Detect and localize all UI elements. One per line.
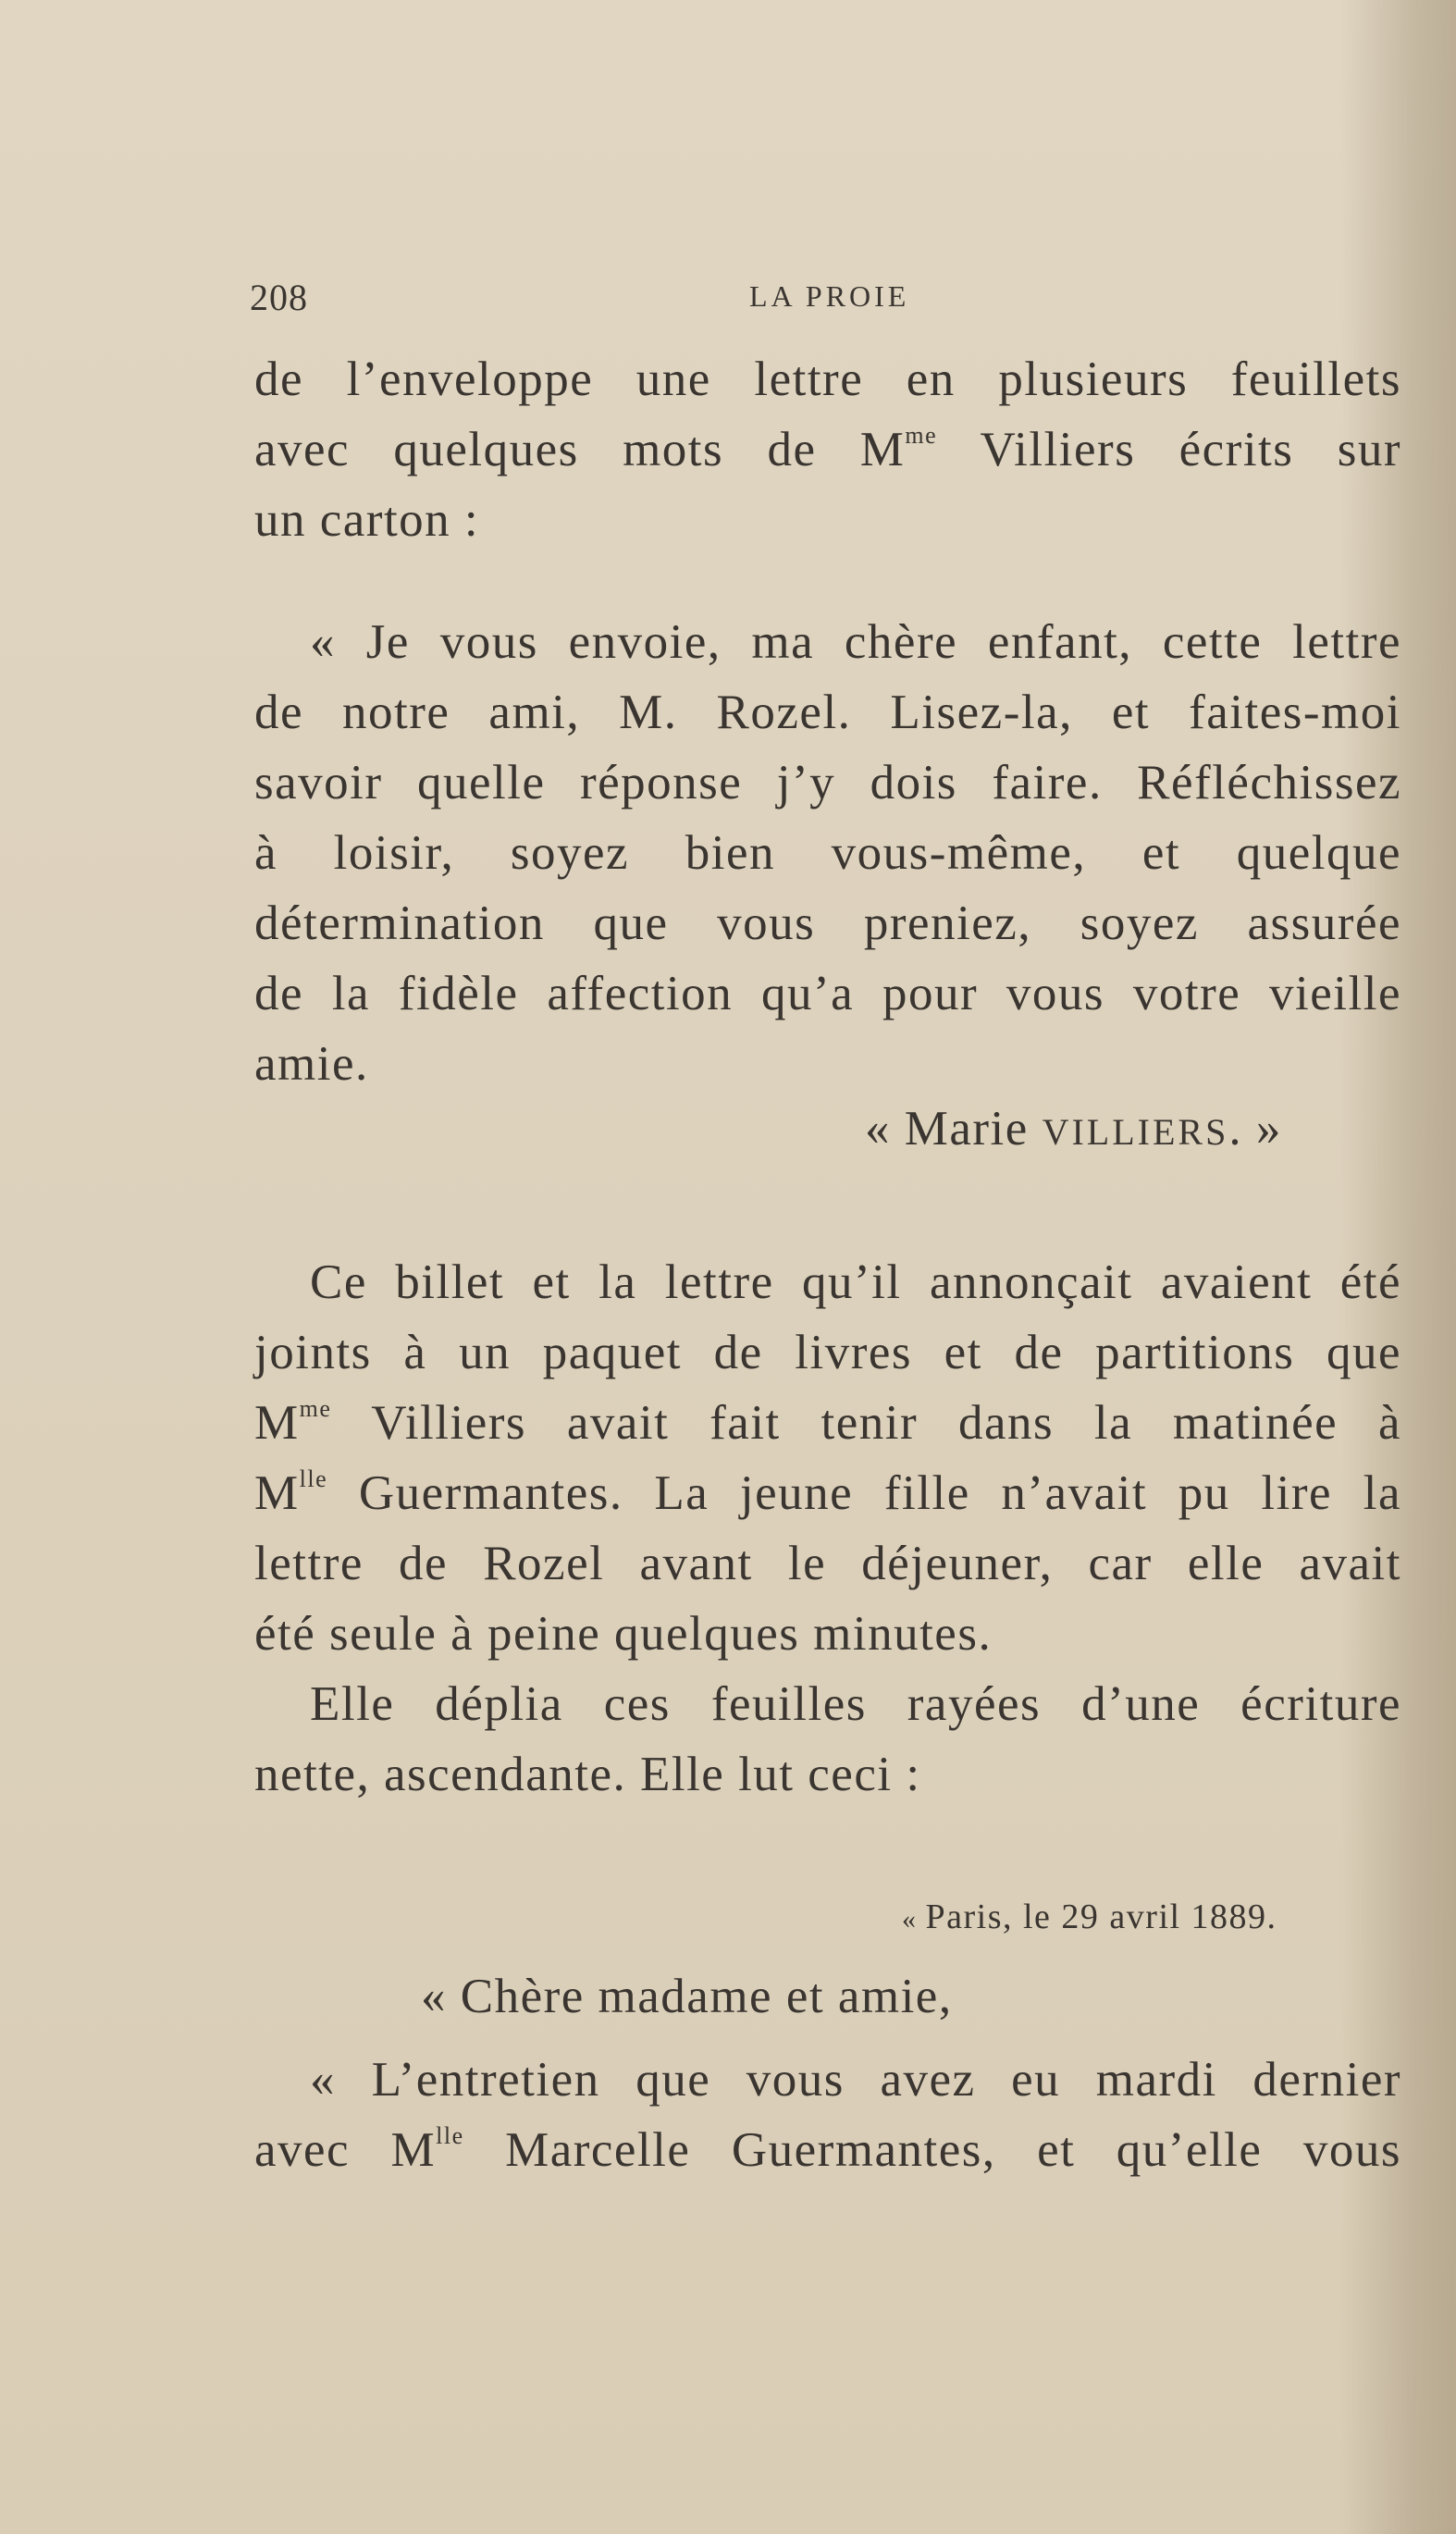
paragraph-villiers-note <box>254 607 1401 1099</box>
text-line: à loisir, soyez bien vous-même, et quelque <box>254 826 1401 880</box>
text-line: joints à un paquet de livres et de partitions que <box>254 1326 1401 1379</box>
text-line: détermination que vous preniez, soyez assurée <box>254 896 1401 950</box>
text-line: nette, ascendante. Elle lut ceci : <box>254 1748 921 1801</box>
text-line: amie. <box>254 1037 369 1091</box>
text-line: $M^{lle}$ Guermantes. La jeune fille n’avait pu lire la <box>254 1465 1401 1520</box>
letter-salutation <box>254 1961 1401 2032</box>
text-line: « L’entretien que vous avez eu mardi dernier <box>310 2053 1401 2107</box>
text-line: « Je vous envoie, ma chère enfant, cette lettre <box>310 615 1401 669</box>
text-line: « Chère madame et amie, <box>421 1970 953 2023</box>
text-line: de l’enveloppe une lettre en plusieurs feuillets <box>254 352 1401 406</box>
paragraph-envelope <box>254 344 1401 555</box>
text-line: été seule à peine quelques minutes. <box>254 1607 993 1661</box>
superscript: me <box>905 422 938 449</box>
text-line: $M^{me}$ Villiers avait fait tenir dans la matinée à <box>254 1395 1401 1450</box>
text-line: Ce billet et la lettre qu’il annonçait avaient été <box>310 1255 1401 1309</box>
superscript: lle <box>436 2122 464 2149</box>
running-title: LA PROIE <box>749 279 910 313</box>
paragraph-billet <box>254 1247 1401 1669</box>
text-line: avec $M^{lle}$ Marcelle Guermantes, et qu’elle vous <box>254 2122 1401 2177</box>
page-number: 208 <box>250 277 308 318</box>
signature: « Marie VILLIERS. » <box>865 1102 1282 1156</box>
paragraph-deplia <box>254 1669 1401 1810</box>
letter-dateline: « Paris, le 29 avril 1889. <box>902 1897 1277 1936</box>
text-line: savoir quelle réponse j’y dois faire. Réfléchissez <box>254 756 1401 810</box>
text-line: lettre de Rozel avant le déjeuner, car elle avait <box>254 1537 1401 1590</box>
text-line: de la fidèle affection qu’a pour vous votre vieille <box>254 967 1401 1020</box>
page-header <box>250 276 953 322</box>
superscript: lle <box>299 1465 328 1492</box>
paragraph-letter <box>254 2045 1401 2185</box>
signature-name: VILLIERS <box>1042 1111 1229 1153</box>
superscript: me <box>299 1395 332 1422</box>
text-line: de notre ami, M. Rozel. Lisez-la, et faites-moi <box>254 686 1401 739</box>
text-line: un carton : <box>254 493 480 547</box>
text-line: Elle déplia ces feuilles rayées d’une écriture <box>310 1677 1401 1731</box>
text-line: avec quelques mots de $M^{me}$ Villiers écrits sur <box>254 422 1401 476</box>
